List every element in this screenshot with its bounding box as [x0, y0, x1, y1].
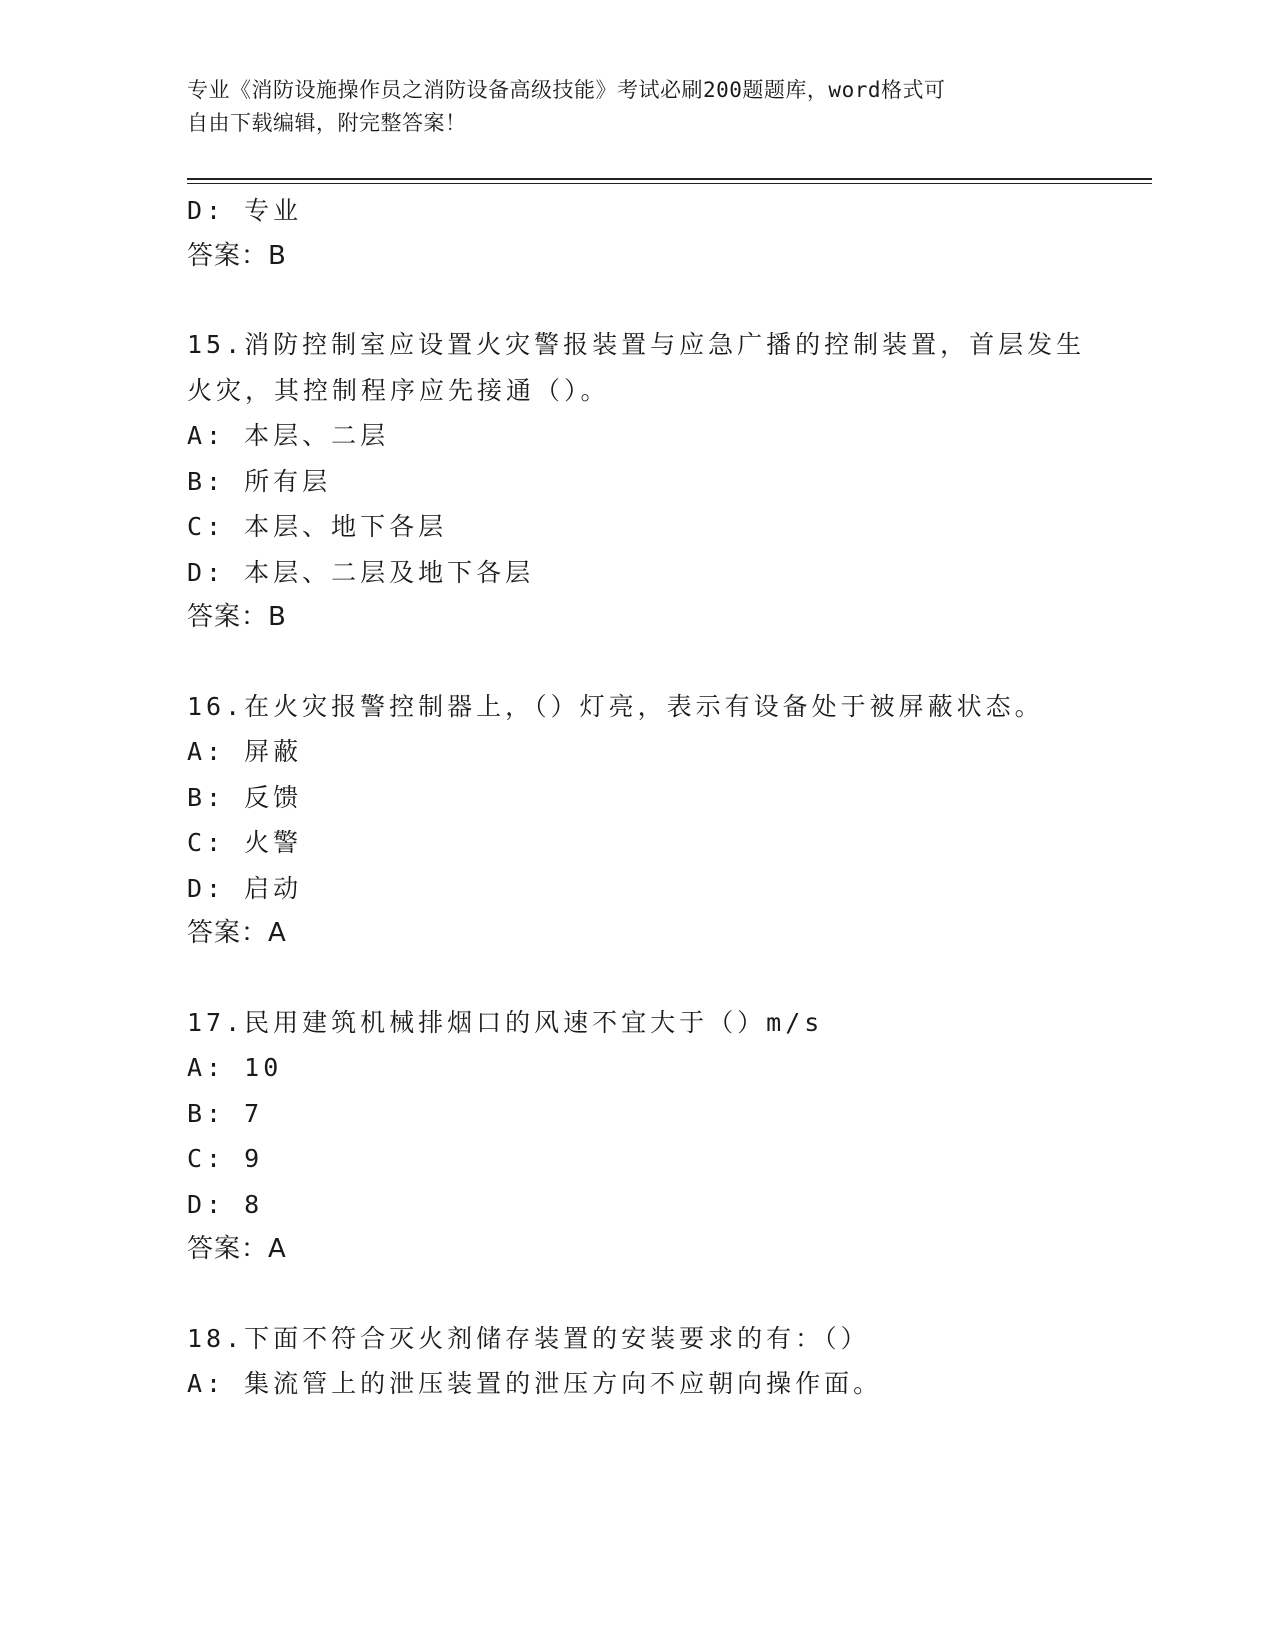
question-17	[187, 1000, 1087, 1273]
option-b: B: 反馈	[187, 782, 303, 812]
option-a: A: 集流管上的泄压装置的泄压方向不应朝向操作面。	[187, 1369, 883, 1398]
option-d: D: 专业	[187, 196, 303, 225]
option-a: A: 10	[187, 1053, 283, 1082]
answer-line: 答案：B	[187, 602, 287, 632]
question-18	[187, 1316, 1087, 1407]
header-divider-thin	[187, 183, 1152, 184]
option-a: A: 屏蔽	[187, 737, 303, 766]
header-divider-thick	[187, 178, 1152, 180]
answer-line: 答案：A	[187, 1234, 287, 1264]
option-d: D: 启动	[187, 873, 303, 903]
option-c: C: 9	[187, 1144, 264, 1173]
question-16	[187, 684, 1087, 957]
question-stem: 15.消防控制室应设置火灾警报装置与应急广播的控制装置，首层发生	[187, 330, 1086, 359]
header-title-line-2: 自由下载编辑，附完整答案！	[187, 111, 467, 135]
question-stem: 16.在火灾报警控制器上，（）灯亮，表示有设备处于被屏蔽状态。	[187, 691, 1044, 721]
question-stem-continued: 火灾，其控制程序应先接通（）。	[187, 375, 610, 405]
option-d: D: 8	[187, 1189, 264, 1219]
option-b: B: 7	[187, 1098, 264, 1128]
question-stem: 17.民用建筑机械排烟口的风速不宜大于（）m/s	[187, 1007, 824, 1037]
option-d: D: 本层、二层及地下各层	[187, 557, 535, 587]
option-a: A: 本层、二层	[187, 421, 390, 450]
option-c: C: 本层、地下各层	[187, 512, 448, 541]
option-c: C: 火警	[187, 828, 303, 857]
answer-line: 答案：A	[187, 918, 287, 948]
document-header	[187, 74, 1087, 140]
question-15	[187, 322, 1087, 641]
answer-line: 答案：B	[187, 240, 287, 271]
option-b: B: 所有层	[187, 466, 332, 496]
question-list	[187, 188, 1087, 1407]
header-title-line-1: 专业《消防设施操作员之消防设备高级技能》考试必刷200题题库，word格式可	[187, 78, 946, 102]
previous-question-tail	[187, 188, 1087, 279]
question-stem: 18.下面不符合灭火剂储存装置的安装要求的有：（）	[187, 1323, 870, 1353]
